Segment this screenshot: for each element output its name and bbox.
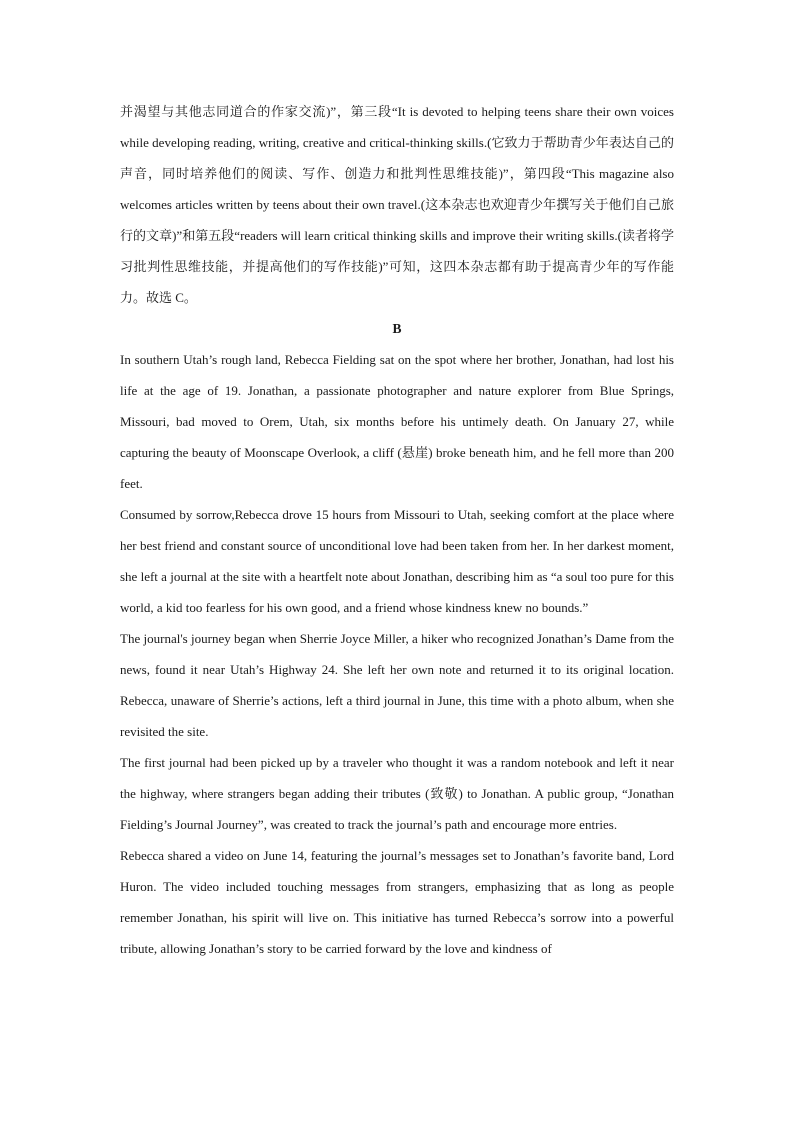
paragraph-5: Rebecca shared a video on June 14, featuring the journal’s messages set to Jonathan’s favorite band, Lord Huron. The video included touching messages from strangers, emphasizing that as long as people remember Jonathan, his spirit will live on. This initiative has turned Rebecca’s sorrow into a powerful tribute, allowing Jonathan’s story to be carried forward by the love and kindness of	[120, 848, 674, 956]
paragraph-1: In southern Utah’s rough land, Rebecca Fielding sat on the spot where her brother, Jonathan, had lost his life at the age of 19. Jonathan, a passionate photographer and nature explorer from Blue Springs, Missouri, bad moved to Orem, Utah, six months before his untimely death. On January 27, while capturing the beauty of Moonscape Overlook, a cliff (悬崖) broke beneath him, and he fell more than 200 feet.	[120, 352, 674, 491]
paragraph-3: The journal's journey began when Sherrie Joyce Miller, a hiker who recognized Jonathan’s Dame from the news, found it near Utah’s Highway 24. She left her own note and returned it to its original location. Rebecca, unaware of Sherrie’s actions, left a third journal in June, this time with a photo album, when she revisited the site.	[120, 631, 674, 739]
document-page	[120, 96, 674, 964]
section-heading: B	[392, 321, 402, 336]
intro-paragraph: 并渴望与其他志同道合的作家交流)”，第三段“It is devoted to helping teens share their own voices while developing reading, writing, creative and critical-thinking skills.(它致力于帮助青少年表达自己的声音，同时培养他们的阅读、写作、创造力和批判性思维技能)”，第四段“This magazine also welcomes articles written by teens about their own travel.(这本杂志也欢迎青少年撰写关于他们自己旅行的文章)”和第五段“readers will learn critical thinking skills and improve their writing skills.(读者将学习批判性思维技能，并提高他们的写作技能)”可知，这四本杂志都有助于提高青少年的写作能力。故选 C。	[120, 104, 674, 305]
paragraph-4: The first journal had been picked up by a traveler who thought it was a random notebook and left it near the highway, where strangers began adding their tributes (致敬) to Jonathan. A public group, “Jonathan Fielding’s Journal Journey”, was created to track the journal’s path and encourage more entries.	[120, 755, 674, 832]
paragraph-2: Consumed by sorrow,Rebecca drove 15 hours from Missouri to Utah, seeking comfort at the place where her best friend and constant source of unconditional love had been taken from her. In her darkest moment, she left a journal at the site with a heartfelt note about Jonathan, describing him as “a soul too pure for this world, a kid too fearless for his own good, and a friend whose kindness knew no bounds.”	[120, 507, 674, 615]
